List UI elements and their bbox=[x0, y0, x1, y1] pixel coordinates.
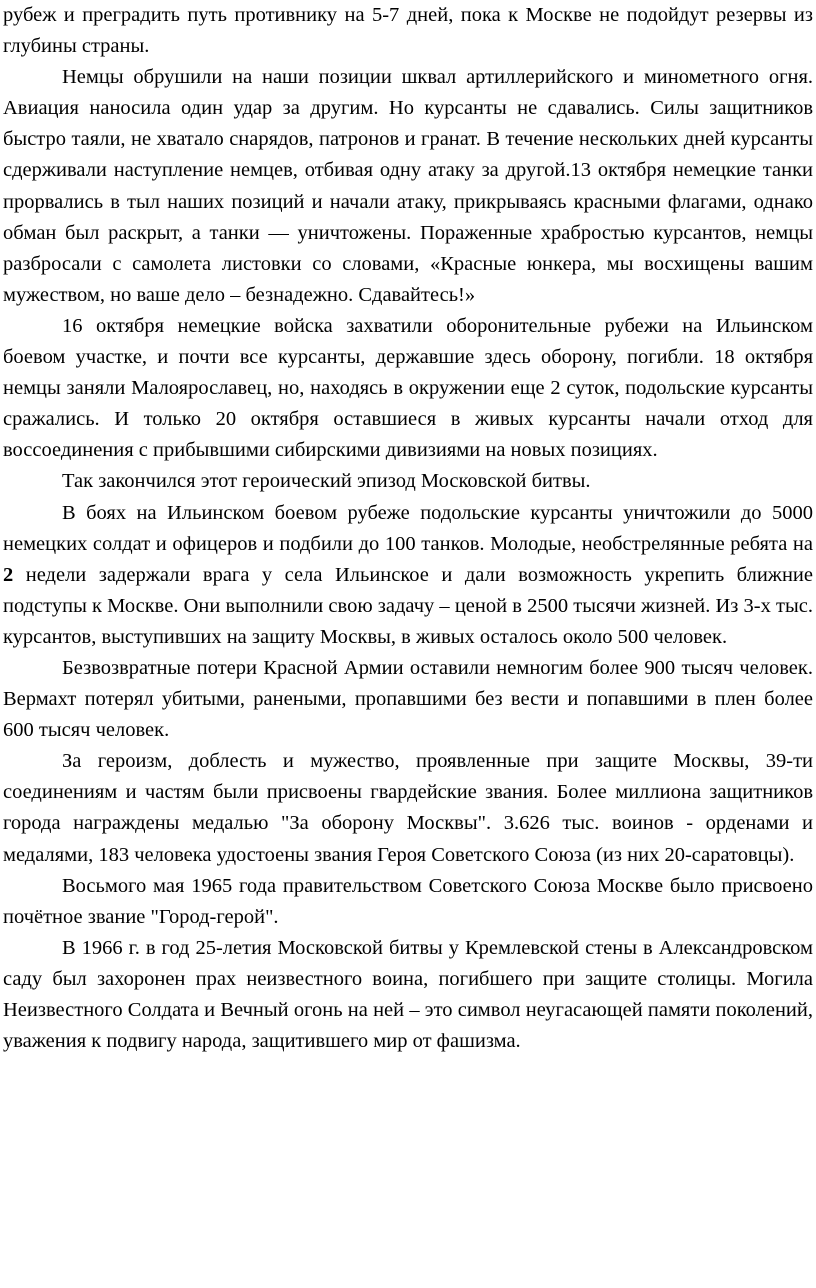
paragraph-ilinsky-losses bbox=[3, 498, 813, 653]
paragraph-red-army-losses: Безвозвратные потери Красной Армии оставили немногим более 900 тысяч человек. Вермахт потерял убитыми, ранеными, пропавшими без вести и попавшими в плен более 600 тысяч человек. bbox=[3, 656, 813, 742]
paragraph-awards: За героизм, доблесть и мужество, проявленные при защите Москвы, 39-ти соединениям и частям были присвоены гвардейские звания. Более миллиона защитников города награждены медалью "За оборону Москвы". 3.626 тыс. воинов - орденами и медалями, 183 человека удостоены звания Героя Советского Союза (из них 20-саратовцы). bbox=[3, 750, 813, 866]
paragraph-continuation: рубеж и преградить путь противнику на 5-7 дней, пока к Москве не подойдут резервы из глубины страны. bbox=[3, 4, 813, 58]
paragraph-text-before: В боях на Ильинском боевом рубеже подольские курсанты уничтожили до 5000 немецких солдат и офицеров и подбили до 100 танков. Молодые, необстрелянные ребята на bbox=[3, 501, 813, 555]
paragraph-unknown-soldier: В 1966 г. в год 25-летия Московской битвы у Кремлевской стены в Александровском саду был захоронен прах неизвестного воина, погибшего при защите столицы. Могила Неизвестного Солдата и Вечный огонь на ней – это символ неугасающей памяти поколений, уважения к подвигу народа, защитившего мир от фашизма. bbox=[3, 936, 813, 1053]
paragraph-episode-end: Так закончился этот героический эпизод Московской битвы. bbox=[62, 470, 591, 493]
bold-number: 2 bbox=[3, 563, 14, 586]
paragraph-artillery-attack: Немцы обрушили на наши позиции шквал артиллерийского и минометного огня. Авиация наносила один удар за другим. Но курсанты не сдавались. Силы защитников быстро таяли, не хватало снарядов, патронов и гранат. В течение нескольких дней курсанты сдерживали наступление немцев, отбивая одну атаку за другой.13 октября немецкие танки прорвались в тыл наших позиций и начали атаку, прикрываясь красными флагами, однако обман был раскрыт, а танки — уничтожены. Пораженные храбростью курсантов, немцы разбросали с самолета листовки со словами, «Красные юнкера, мы восхищены вашим мужеством, но ваше дело – безнадежно. Сдавайтесь!» bbox=[3, 66, 813, 306]
paragraph-october-16: 16 октября немецкие войска захватили оборонительные рубежи на Ильинском боевом участке, и почти все курсанты, державшие здесь оборону, погибли. 18 октября немцы заняли Малоярославец, но, находясь в окружении еще 2 суток, подольские курсанты сражались. И только 20 октября оставшиеся в живых курсанты начали отход для воссоединения с прибывшими сибирскими дивизиями на новых позициях. bbox=[3, 314, 813, 462]
paragraph-hero-city: Восьмого мая 1965 года правительством Советского Союза Москве было присвоено почётное звание "Город-герой". bbox=[3, 874, 813, 928]
paragraph-text-after: недели задержали врага у села Ильинское и дали возможность укрепить ближние подступы к Москве. Они выполнили свою задачу – ценой в 2500 тысячи жизней. Из 3-х тыс. курсантов, выступивших на защиту Москвы, в живых осталось около 500 человек. bbox=[3, 563, 813, 648]
document-body bbox=[3, 0, 813, 1057]
